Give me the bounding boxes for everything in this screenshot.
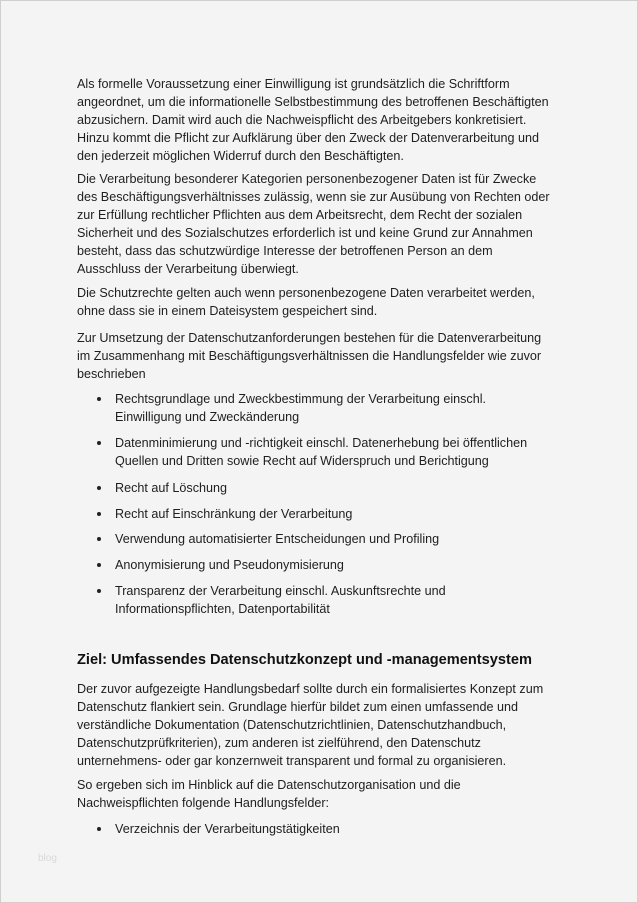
text-line: unternehmens- oder gar konzernweit transparent und formal zu organisieren. <box>77 754 507 768</box>
text-line: Zur Umsetzung der Datenschutzanforderungen bestehen für die Datenverarbeitung <box>77 331 542 345</box>
text-line: im Zusammenhang mit Beschäftigungsverhältnissen die Handlungsfelder wie zuvor <box>77 349 542 363</box>
bullet-text <box>115 479 227 497</box>
text-line: Recht auf Einschränkung der Verarbeitung <box>115 507 353 521</box>
section-heading: Ziel: Umfassendes Datenschutzkonzept und -managementsystem <box>77 652 532 668</box>
paragraph <box>77 75 549 165</box>
bullet-icon <box>97 486 101 490</box>
text-line: verständliche Dokumentation (Datenschutzrichtlinien, Datenschutzhandbuch, <box>77 718 507 732</box>
text-line: Rechtsgrundlage und Zweckbestimmung der Verarbeitung einschl. <box>115 392 487 406</box>
text-line: Transparenz der Verarbeitung einschl. Auskunftsrechte und <box>115 584 446 598</box>
text-line: angeordnet, um die informationelle Selbstbestimmung des betroffenen Beschäftigten <box>77 95 549 109</box>
text-line: Ausschluss der Verarbeitung überwiegt. <box>77 262 299 276</box>
text-line: ohne dass sie in einem Dateisystem gespeichert sind. <box>77 304 378 318</box>
text-line: Datenminimierung und -richtigkeit einschl. Datenerhebung bei öffentlichen <box>115 436 528 450</box>
text-line: besteht, dass das schutzwürdige Interesse der betroffenen Person an dem <box>77 244 493 258</box>
text-line: Hinzu kommt die Pflicht zur Aufklärung über den Zweck der Datenverarbeitung und <box>77 131 540 145</box>
bullet-icon <box>97 397 101 401</box>
text-line: den jederzeit möglichen Widerruf durch den Beschäftigten. <box>77 149 404 163</box>
text-line: So ergeben sich im Hinblick auf die Datenschutzorganisation und die <box>77 778 461 792</box>
text-line: Informationspflichten, Datenportabilität <box>115 602 330 616</box>
text-line: Die Verarbeitung besonderer Kategorien personenbezogener Daten ist für Zwecke <box>77 172 537 186</box>
text-line: Quellen und Dritten sowie Recht auf Widerspruch und Berichtigung <box>115 454 489 468</box>
text-line: Verzeichnis der Verarbeitungstätigkeiten <box>115 822 340 836</box>
text-line: Als formelle Voraussetzung einer Einwilligung ist grundsätzlich die Schriftform <box>77 77 510 91</box>
paragraph <box>77 170 550 278</box>
bullet-text <box>115 390 486 426</box>
text-line: beschrieben <box>77 367 146 381</box>
bullet-text <box>115 530 439 548</box>
paragraph <box>77 680 543 770</box>
text-line: Nachweispflichten folgende Handlungsfelder: <box>77 796 330 810</box>
text-line: Datenschutz flankiert sein. Grundlage hierfür bildet zum einen umfassende und <box>77 700 519 714</box>
text-line: Die Schutzrechte gelten auch wenn personenbezogene Daten verarbeitet werden, <box>77 286 535 300</box>
bullet-icon <box>97 563 101 567</box>
bullet-text <box>115 582 446 618</box>
text-line: Datenschutzprüfkriterien), zum anderen ist zielführend, den Datenschutz <box>77 736 481 750</box>
bullet-text <box>115 434 527 470</box>
watermark: blog <box>38 853 57 864</box>
text-line: Anonymisierung und Pseudonymisierung <box>115 558 344 572</box>
text-line: abzusichern. Damit wird auch die Nachweispflicht des Arbeitgebers konkretisiert. <box>77 113 527 127</box>
bullet-icon <box>97 441 101 445</box>
text-line: Verwendung automatisierter Entscheidungen und Profiling <box>115 532 440 546</box>
paragraph <box>77 329 541 383</box>
paragraph <box>77 776 461 812</box>
bullet-icon <box>97 589 101 593</box>
bullet-text <box>115 505 352 523</box>
bullet-text <box>115 556 344 574</box>
bullet-icon <box>97 512 101 516</box>
text-line: Der zuvor aufgezeigte Handlungsbedarf sollte durch ein formalisiertes Konzept zum <box>77 682 544 696</box>
text-line: Recht auf Löschung <box>115 481 228 495</box>
text-line: zur Erfüllung rechtlicher Pflichten aus dem Arbeitsrecht, dem Recht der sozialen <box>77 208 523 222</box>
bullet-text <box>115 820 340 838</box>
bullet-icon <box>97 827 101 831</box>
bullet-icon <box>97 537 101 541</box>
paragraph <box>77 284 535 320</box>
text-line: Sicherheit und des Sozialschutzes erforderlich ist und keine Grund zur Annahmen <box>77 226 533 240</box>
text-line: des Beschäftigungsverhältnisses zulässig, wenn sie zur Ausübung von Rechten oder <box>77 190 550 204</box>
text-line: Einwilligung und Zweckänderung <box>115 410 300 424</box>
